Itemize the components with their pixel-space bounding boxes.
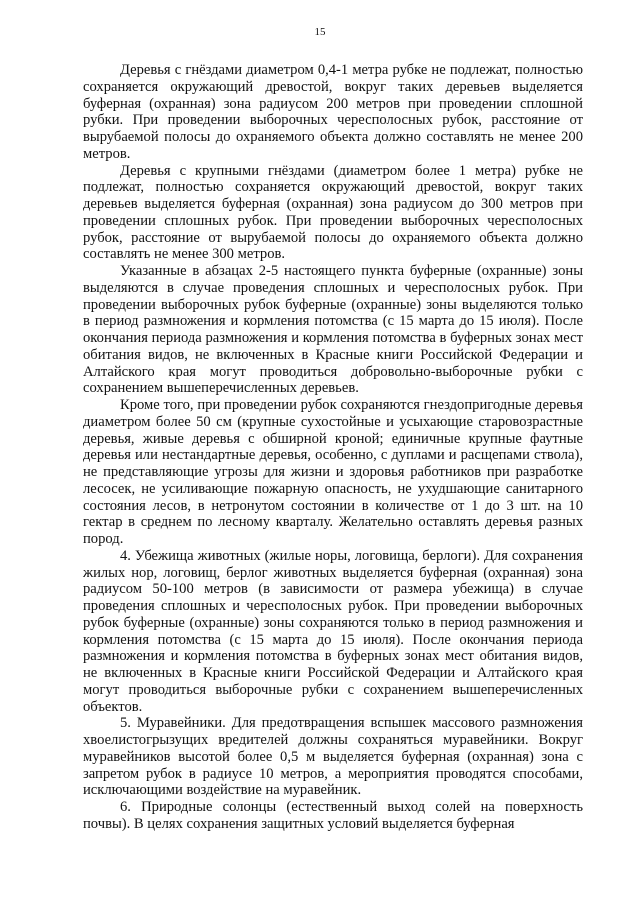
paragraph-anthills: 5. Муравейники. Для предотвращения вспышек массового размножения хвоелистогрызущих вредителей должны сохраняться муравейники. Вокруг муравейников высотой более 0,5 м выделяется буферная (охранная) зона с запретом рубок в радиусе 10 метров, а мероприятия проводятся способами, исключающими воздействие на муравейник. xyxy=(83,715,583,799)
document-body xyxy=(83,62,583,833)
page-number: 15 xyxy=(314,26,326,38)
paragraph-buffer-zones: Указанные в абзацах 2-5 настоящего пункта буферные (охранные) зоны выделяются в случае проведения сплошных и чересполосных рубок. При проведении выборочных рубок буферные (охранные) зоны выделяются только в период размножения и кормления потомства (с 15 марта до 15 июля). После окончания периода размножения и кормления потомства в буферных зонах мест обитания видов, не включенных в Красные книги Российской Федерации и Алтайского края могут проводиться добровольно-выборочные рубки с сохранением вышеперечисленных деревьев. xyxy=(83,263,583,397)
paragraph-nest-suitable-trees: Кроме того, при проведении рубок сохраняются гнездопригодные деревья диаметром более 50 см (крупные сухостойные и усыхающие старовозрастные деревья, живые деревья с обширной кроной; единичные крупные фаутные деревья или нестандартные деревья, особенно, с дуплами и расщепами ствола), не представляющие угрозы для жизни и здоровья работников при разработке лесосек, не усиливающие пожарную опасность, не ухудшающие санитарного состояния лесов, в нетронутом состоянии в количестве от 1 до 3 шт. на 10 гектар в среднем по лесному кварталу. Желательно оставлять деревья разных пород. xyxy=(83,397,583,547)
paragraph-salt-licks: 6. Природные солонцы (естественный выход солей на поверхность почвы). В целях сохранения защитных условий выделяется буферная xyxy=(83,799,583,832)
paragraph-large-nests: Деревья с крупными гнёздами (диаметром более 1 метра) рубке не подлежат, полностью сохраняется окружающий древостой, вокруг таких деревьев выделяется буферная (охранная) зона радиусом до 300 метров при проведении сплошных рубок. При проведении выборочных чересполосных рубок, расстояние от вырубаемой полосы до охраняемого объекта должно составлять не менее 300 метров. xyxy=(83,162,583,263)
paragraph-animal-shelters: 4. Убежища животных (жилые норы, логовища, берлоги). Для сохранения жилых нор, логовищ, берлог животных выделяется буферная (охранная) зона радиусом 50-100 метров (в зависимости от размера убежища) в случае проведения сплошных и чересполосных рубок. При проведении выборочных рубок буферные (охранные) зоны сохраняются только в период размножения и кормления потомства (с 15 марта до 15 июля). После окончания периода размножения и кормления потомства в буферных зонах мест обитания видов, не включенных в Красные книги Российской Федерации и Алтайского края могут проводиться выборочные рубки с сохранением вышеперечисленных объектов. xyxy=(83,547,583,715)
paragraph-nests-0-4-1m: Деревья с гнёздами диаметром 0,4-1 метра рубке не подлежат, полностью сохраняется окружающий древостой, вокруг таких деревьев выделяется буферная (охранная) зона радиусом 200 метров при проведении сплошной рубки. При проведении выборочных чересполосных рубок, расстояние от вырубаемой полосы до охраняемого объекта должно составлять не менее 200 метров. xyxy=(83,62,583,162)
